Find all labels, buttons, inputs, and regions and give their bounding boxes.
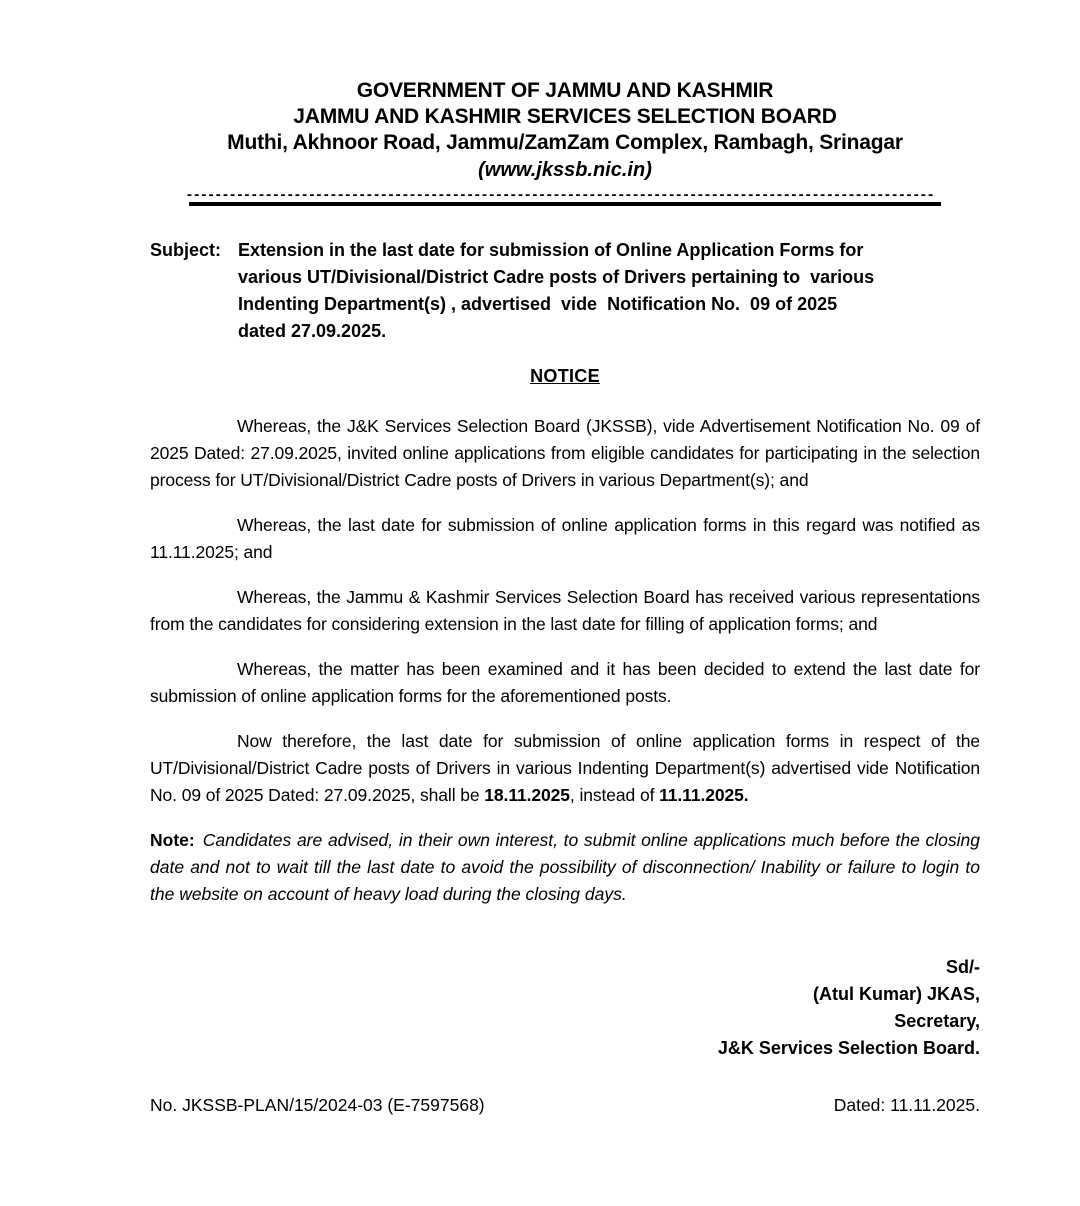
paragraph-whereas-2: Whereas, the last date for submission of online application forms in this regard was notified as 11.11.2025; and xyxy=(150,515,980,562)
paragraph-now-therefore xyxy=(150,728,980,809)
subject-line-4: dated 27.09.2025. xyxy=(238,321,387,341)
signatory-organization: J&K Services Selection Board. xyxy=(717,1038,980,1058)
subject-label: Subject: xyxy=(150,240,222,260)
new-last-date: 18.11.2025 xyxy=(484,785,570,805)
dashed-divider: -------------------------------------------------------------------------------------------------------- xyxy=(187,189,936,201)
old-last-date: 11.11.2025. xyxy=(659,785,749,805)
footer-row xyxy=(150,1092,980,1119)
now-therefore-text: Now therefore, the last date for submission of online application forms in respect of the UT/Divisional/District Cadre posts of Drivers in various Indenting Department(s) advertised vide Notification No. 09 of 2025 Dated: 27.09.2025, shall be xyxy=(150,731,980,805)
paragraph-whereas-3: Whereas, the Jammu & Kashmir Services Selection Board has received various representations from the candidates for considering extension in the last date for filling of application forms; and xyxy=(150,587,980,634)
signature-block xyxy=(150,954,980,1062)
note-label: Note: xyxy=(150,830,195,850)
board-title: JAMMU AND KASHMIR SERVICES SELECTION BOARD xyxy=(293,105,837,128)
solid-divider xyxy=(189,202,941,206)
paragraph-whereas-1: Whereas, the J&K Services Selection Board (JKSSB), vide Advertisement Notification No. 09 of 2025 Dated: 27.09.2025, invited online applications from eligible candidates for participating in the selection process for UT/Divisional/District Cadre posts of Drivers in various Department(s); and xyxy=(150,416,980,490)
subject-line-3: Indenting Department(s) , advertised vide Notification No. 09 of 2025 xyxy=(238,294,838,314)
subject-text xyxy=(238,237,980,345)
instead-of-text: , instead of xyxy=(569,785,660,805)
government-title: GOVERNMENT OF JAMMU AND KASHMIR xyxy=(356,79,774,102)
dated-text: Dated: 11.11.2025. xyxy=(833,1095,980,1115)
subject-line-1: Extension in the last date for submission of Online Application Forms for xyxy=(238,240,864,260)
note-paragraph xyxy=(150,827,980,908)
note-text: Candidates are advised, in their own interest, to submit online applications much before the closing date and not to wait till the last date to avoid the possibility of disconnection/ Inability or failure to login to the website on account of heavy load during the closing days. xyxy=(150,830,980,904)
website-line: (www.jkssb.nic.in) xyxy=(478,159,652,181)
subject-block xyxy=(150,237,980,345)
signature-sd: Sd/- xyxy=(946,957,980,977)
reference-number: No. JKSSB-PLAN/15/2024-03 (E-7597568) xyxy=(150,1095,485,1115)
subject-line-2: various UT/Divisional/District Cadre posts of Drivers pertaining to various xyxy=(238,267,875,287)
document-header xyxy=(150,78,980,206)
notice-heading: NOTICE xyxy=(530,366,600,386)
paragraph-whereas-4: Whereas, the matter has been examined and it has been decided to extend the last date for submission of online application forms for the aforementioned posts. xyxy=(150,659,980,706)
address-line: Muthi, Akhnoor Road, Jammu/ZamZam Complex, Rambagh, Srinagar xyxy=(227,131,903,154)
signatory-designation: Secretary, xyxy=(894,1011,980,1031)
signatory-name: (Atul Kumar) JKAS, xyxy=(812,984,980,1004)
